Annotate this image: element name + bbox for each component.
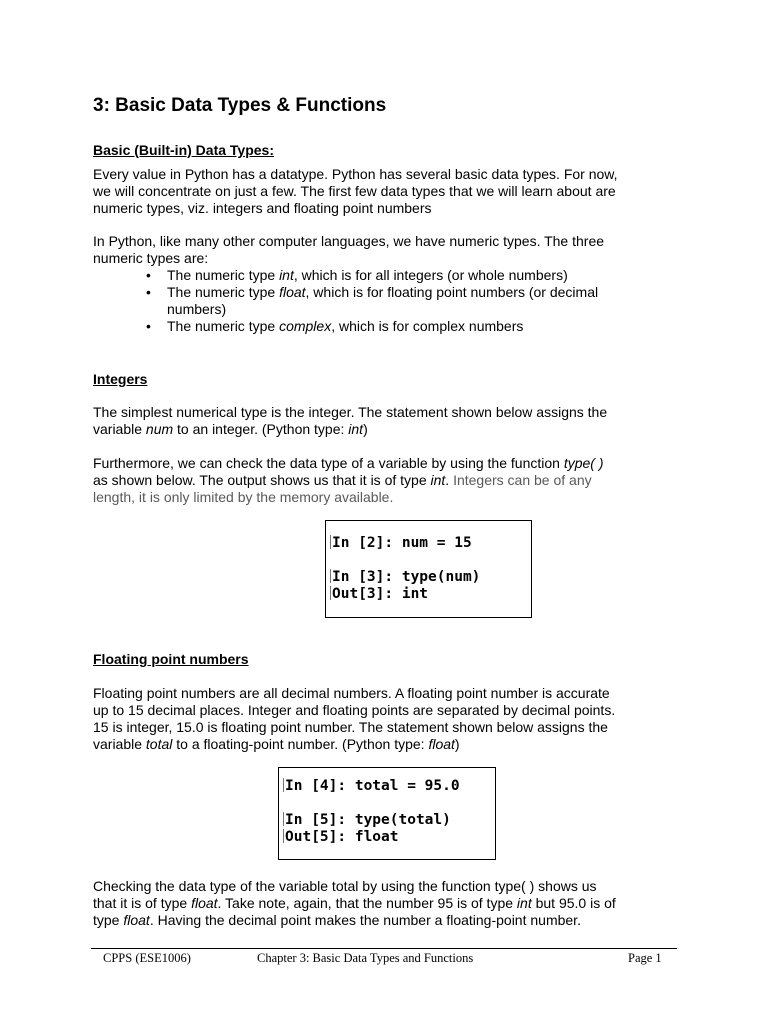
text-cursor-icon: [283, 812, 284, 826]
numeric-types-list: [93, 267, 693, 335]
numeric-line-2: numeric types are:: [93, 250, 209, 266]
text-cursor-icon: [330, 569, 331, 583]
code-line: Out[3]: int: [332, 586, 429, 602]
intro-line-3: numeric types, viz. integers and floating point numbers: [93, 200, 432, 216]
integers-paragraph-2: Furthermore, we can check the data type of a variable by using the function type( ) as shown below. The output shows us that it is of type int. Integers can be of any length, it is only limited by the memory available.: [93, 455, 604, 505]
list-item-complex: • The numeric type complex, which is for complex numbers: [146, 318, 524, 334]
text-cursor-icon: [283, 778, 284, 792]
text-cursor-icon: [330, 535, 331, 549]
intro-line-1: Every value in Python has a datatype. Python has several basic data types. For now,: [93, 166, 618, 182]
intro-line-2: we will concentrate on just a few. The first few data types that we will learn about are: [93, 183, 616, 199]
intro-paragraph: [93, 166, 683, 217]
section-heading-integers: Integers: [93, 371, 148, 387]
footer-chapter-title: Chapter 3: Basic Data Types and Functions: [257, 951, 474, 965]
code-block-float: [278, 767, 496, 860]
code-line: In [3]: type(num): [332, 569, 481, 585]
bullet-icon: •: [146, 284, 151, 300]
text-cursor-icon: [330, 586, 331, 600]
footer-course-code: CPPS (ESE1006): [103, 951, 191, 965]
section-heading-floats: Floating point numbers: [93, 651, 249, 667]
bullet-icon: •: [146, 267, 151, 283]
text-cursor-icon: [283, 829, 284, 843]
bullet-icon: •: [146, 318, 151, 334]
numeric-line-1: In Python, like many other computer languages, we have numeric types. The three: [93, 233, 605, 249]
section-heading-builtin-types: Basic (Built-in) Data Types:: [93, 142, 274, 158]
term-int: int: [279, 267, 294, 283]
floats-paragraph-2: Checking the data type of the variable total by using the function type( ) shows us that it is of type float. Take note, again, that the number 95 is of type int but 95.0 is of type float. Having the decimal point makes the number a floating-point number.: [93, 878, 616, 928]
numeric-types-paragraph: [93, 233, 683, 267]
floats-paragraph-1: Floating point numbers are all decimal numbers. A floating point number is accurate up to 15 decimal places. Integer and floating points are separated by decimal points. 15 is integer, 15.0 is floating point number. The statement shown below assigns the variable total to a floating-point number. (Python type: float): [93, 685, 616, 752]
code-line: Out[5]: float: [285, 829, 399, 845]
integers-paragraph-1: The simplest numerical type is the integer. The statement shown below assigns the variable num to an integer. (Python type: int): [93, 404, 608, 437]
list-item-float: • The numeric type float, which is for floating point numbers (or decimal numbers): [146, 284, 599, 317]
chapter-title: 3: Basic Data Types & Functions: [93, 95, 387, 116]
code-line: In [5]: type(total): [285, 812, 451, 828]
footer-page-number: Page 1: [628, 951, 662, 965]
code-line: In [4]: total = 95.0: [285, 778, 460, 794]
code-block-integer: [325, 520, 532, 618]
term-complex: complex: [279, 318, 332, 334]
term-float: float: [279, 284, 306, 300]
footer-divider: [91, 948, 677, 949]
code-line: In [2]: num = 15: [332, 535, 472, 551]
list-item-int: • The numeric type int, which is for all integers (or whole numbers): [146, 267, 568, 283]
